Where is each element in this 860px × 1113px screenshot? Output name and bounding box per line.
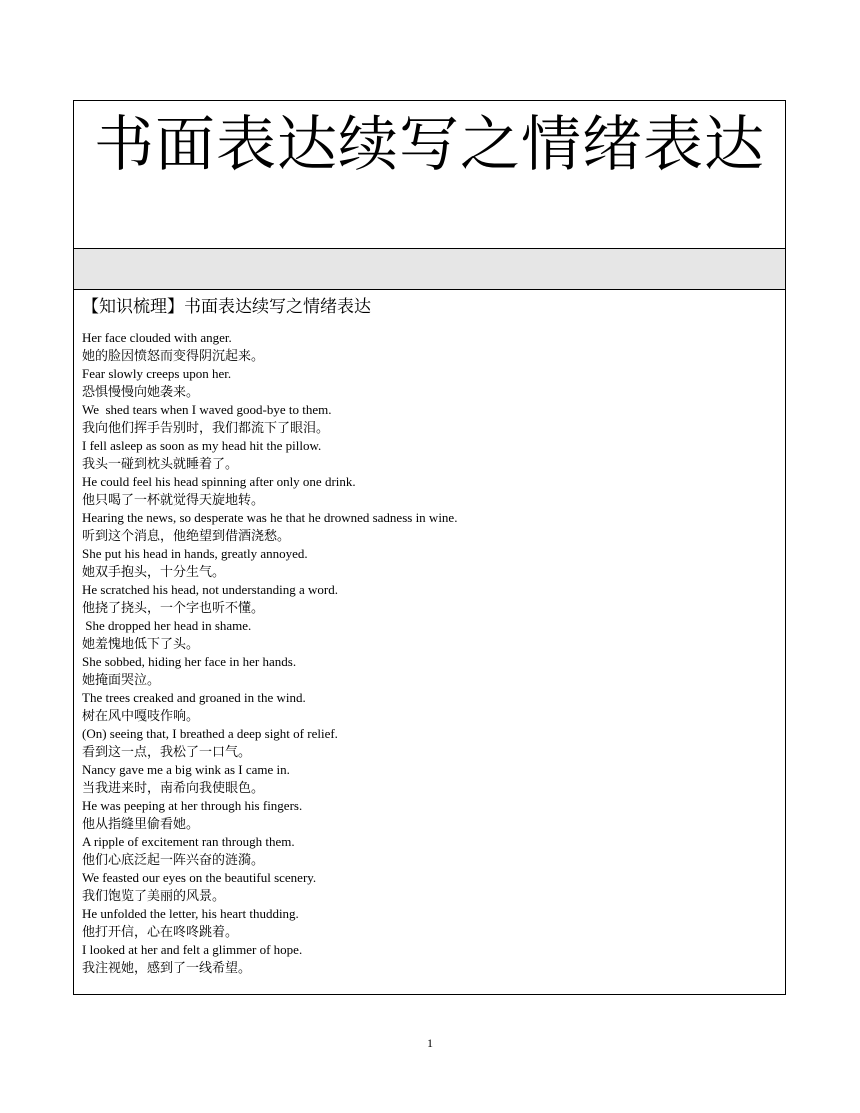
english-sentence: Her face clouded with anger. — [82, 330, 232, 345]
chinese-translation: 听到这个消息，他绝望到借酒浇愁。 — [82, 528, 291, 543]
english-sentence: She sobbed, hiding her face in her hands. — [82, 654, 297, 669]
chinese-translation: 当我进来时，南希向我使眼色。 — [82, 780, 265, 795]
chinese-translation: 树在风中嘎吱作响。 — [82, 708, 200, 723]
chinese-translation: 她羞愧地低下了头。 — [82, 636, 200, 651]
title-cell — [74, 101, 785, 249]
english-sentence: Nancy gave me a big wink as I came in. — [82, 762, 290, 777]
english-sentence: He unfolded the letter, his heart thudding. — [82, 906, 299, 921]
sentence-list — [82, 329, 777, 977]
english-sentence: I looked at her and felt a glimmer of hope. — [82, 942, 303, 957]
chinese-translation: 我们饱览了美丽的风景。 — [82, 888, 226, 903]
english-sentence: A ripple of excitement ran through them. — [82, 834, 295, 849]
english-sentence: He scratched his head, not understanding a word. — [82, 582, 338, 597]
chinese-translation: 看到这一点，我松了一口气。 — [82, 744, 252, 759]
chinese-translation: 他打开信，心在咚咚跳着。 — [82, 924, 239, 939]
chinese-translation: 她的脸因愤怒而变得阴沉起来。 — [82, 348, 265, 363]
chinese-translation: 我向他们挥手告别时，我们都流下了眼泪。 — [82, 420, 330, 435]
chinese-translation: 他挠了挠头，一个字也听不懂。 — [82, 600, 265, 615]
content-table — [73, 100, 786, 995]
english-sentence: She dropped her head in shame. — [82, 618, 252, 633]
english-sentence: Hearing the news, so desperate was he that he drowned sadness in wine. — [82, 510, 458, 525]
chinese-translation: 他们心底泛起一阵兴奋的涟漪。 — [82, 852, 265, 867]
chinese-translation: 我头一碰到枕头就睡着了。 — [82, 456, 239, 471]
section-heading: 【知识梳理】书面表达续写之情绪表达 — [82, 297, 371, 317]
english-sentence: He could feel his head spinning after only one drink. — [82, 474, 356, 489]
page-number: 1 — [427, 1036, 433, 1050]
english-sentence: I fell asleep as soon as my head hit the pillow. — [82, 438, 322, 453]
chinese-translation: 她双手抱头，十分生气。 — [82, 564, 226, 579]
chinese-translation: 恐惧慢慢向她袭来。 — [82, 384, 200, 399]
shaded-row — [74, 249, 785, 290]
chinese-translation: 他只喝了一杯就觉得天旋地转。 — [82, 492, 265, 507]
english-sentence: (On) seeing that, I breathed a deep sight of relief. — [82, 726, 338, 741]
chinese-translation: 他从指缝里偷看她。 — [82, 816, 200, 831]
english-sentence: The trees creaked and groaned in the wind. — [82, 690, 306, 705]
chinese-translation: 她掩面哭泣。 — [82, 672, 161, 687]
english-sentence: He was peeping at her through his fingers. — [82, 798, 303, 813]
content-cell — [82, 295, 777, 977]
english-sentence: Fear slowly creeps upon her. — [82, 366, 232, 381]
english-sentence: We shed tears when I waved good-bye to them. — [82, 402, 332, 417]
chinese-translation: 我注视她，感到了一线希望。 — [82, 960, 252, 975]
english-sentence: We feasted our eyes on the beautiful scenery. — [82, 870, 317, 885]
page-title: 书面表达续写之情绪表达 — [94, 110, 765, 180]
english-sentence: She put his head in hands, greatly annoyed. — [82, 546, 308, 561]
